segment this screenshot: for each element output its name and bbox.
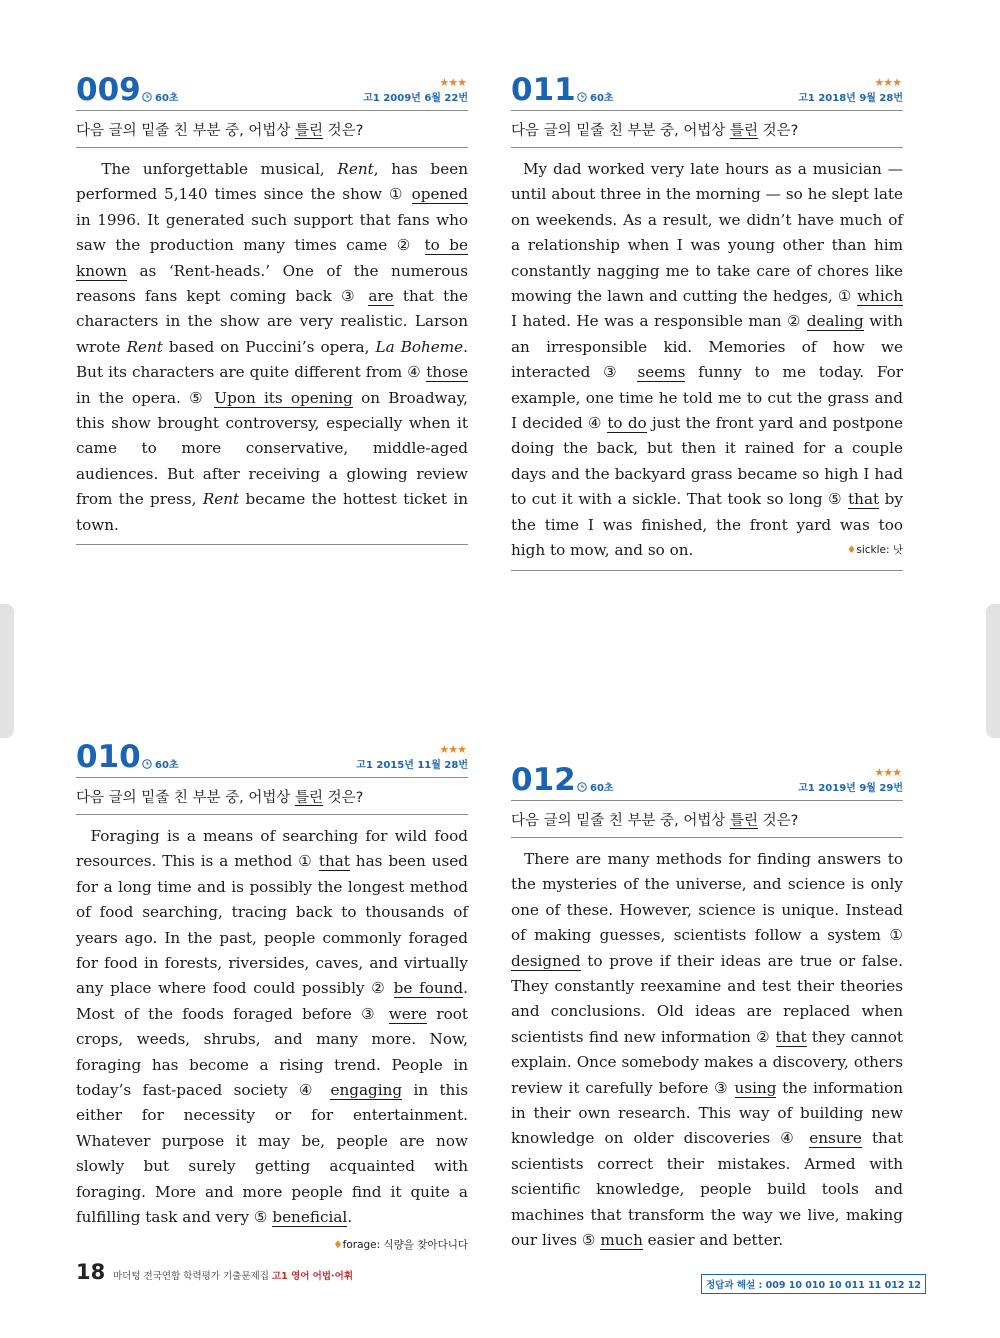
- difficulty-stars: ★★★: [439, 76, 466, 89]
- exam-source: 고1 2019년 9월 29번: [798, 783, 903, 794]
- vocab-note: ♦forage: 식량을 찾아다니다: [333, 1238, 468, 1251]
- time-limit: 60초: [577, 89, 614, 104]
- passage-text: My dad worked very late hours as a musician — until about three in the morning — so he slept late on weekends. As a result, we didn’t have much of a relationship when I was young other than him constantly nagging me to take care of chores like mowing the lawn and cutting the hedges, ① which I hated. He was a responsible man ② dealing with an irresponsible kid. Memories of how we interacted ③ seems funny to me today. For example, one time he told me to cut the grass and I decided ④ to do just the front yard and postpone doing the back, but then it rained for a couple days and the backyard grass became so high I had to cut it with a sickle. That took so long ⑤ that by the time I was finished, the front yard was too high to mow, and so on. ♦sickle: 낫: [511, 157, 903, 571]
- exam-source: 고1 2015년 11월 28번: [356, 760, 468, 771]
- question-prompt: 다음 글의 밑줄 친 부분 중, 어법상 틀린 것은?: [76, 778, 468, 815]
- passage-text: There are many methods for finding answers to the mysteries of the universe, and science is only one of these. However, science is unique. Instead of making guesses, scientists follow a system ① designed to prove if their ideas are true or false. They constantly reexamine and test their theories and conclusions. Old ideas are replaced when scientists find new information ② that they cannot explain. Once somebody makes a discovery, others review it carefully before ③ using the information in their own research. This way of building new knowledge on older discoveries ④ ensure that scientists correct their mistakes. Armed with scientific knowledge, people build tools and machines that transform the way we live, making our lives ⑤ much easier and better.: [511, 850, 903, 1250]
- time-limit: 60초: [142, 756, 179, 771]
- answer-key-reference: 정답과 해설 : 009 10 010 10 011 11 012 12: [701, 1274, 926, 1294]
- passage-text: The unforgettable musical, Rent, has been performed 5,140 times since the show ① opened in 1996. It generated such support that fans who saw the production many times came ② to be known as ‘Rent-heads.’ One of the numerous reasons fans kept coming back ③ are that the characters in the show are very realistic. Larson wrote Rent based on Puccini’s opera, La Boheme. But its characters are quite different from ④ those in the opera. ⑤ Upon its opening on Broadway, this show brought controversy, especially when it came to more conservative, middle-aged audiences. But after receiving a glowing review from the press, Rent became the hottest ticket in town.: [76, 157, 468, 545]
- difficulty-stars: ★★★: [439, 743, 466, 756]
- page-number: 18: [76, 1260, 106, 1284]
- clock-icon: [577, 782, 587, 792]
- clock-icon: [142, 92, 152, 102]
- question-number: 011: [511, 72, 576, 108]
- question-number: 009: [76, 72, 141, 108]
- time-limit: 60초: [577, 779, 614, 794]
- page-edge-tab-right: [986, 604, 1000, 738]
- question-block-009: [76, 74, 468, 545]
- question-prompt: 다음 글의 밑줄 친 부분 중, 어법상 틀린 것은?: [511, 801, 903, 838]
- question-number: 012: [511, 762, 576, 798]
- clock-icon: [142, 759, 152, 769]
- exam-source: 고1 2009년 6월 22번: [363, 93, 468, 104]
- clock-icon: [577, 92, 587, 102]
- question-block-010: [76, 741, 468, 1264]
- question-number: 010: [76, 739, 141, 775]
- question-prompt: 다음 글의 밑줄 친 부분 중, 어법상 틀린 것은?: [76, 111, 468, 148]
- difficulty-stars: ★★★: [874, 76, 901, 89]
- exam-source: 고1 2018년 9월 28번: [798, 93, 903, 104]
- difficulty-stars: ★★★: [874, 766, 901, 779]
- question-block-012: [511, 764, 903, 1260]
- time-limit: 60초: [142, 89, 179, 104]
- passage-text: Foraging is a means of searching for wild food resources. This is a method ① that has been used for a long time and is possibly the longest method of food searching, tracing back to thousands of years ago. In the past, people commonly foraged for food in forests, riversides, caves, and virtually any place where food could possibly ② be found. Most of the foods foraged before ③ were root crops, weeds, shrubs, and many more. Now, foraging has become a rising trend. People in today’s fast-paced society ④ engaging in this either for necessity or for entertainment. Whatever purpose it may be, people are now slowly but surely getting acquainted with foraging. More and more people find it quite a fulfilling task and very ⑤ beneficial. ♦forage: 식량을 찾아다니다: [76, 827, 468, 1251]
- question-block-011: [511, 74, 903, 571]
- question-prompt: 다음 글의 밑줄 친 부분 중, 어법상 틀린 것은?: [511, 111, 903, 148]
- vocab-note: ♦sickle: 낫: [846, 544, 903, 557]
- series-title: 마더텅 전국연합 학력평가 기출문제집 고1 영어 어법·어휘: [113, 1271, 353, 1282]
- page-edge-tab-left: [0, 604, 14, 738]
